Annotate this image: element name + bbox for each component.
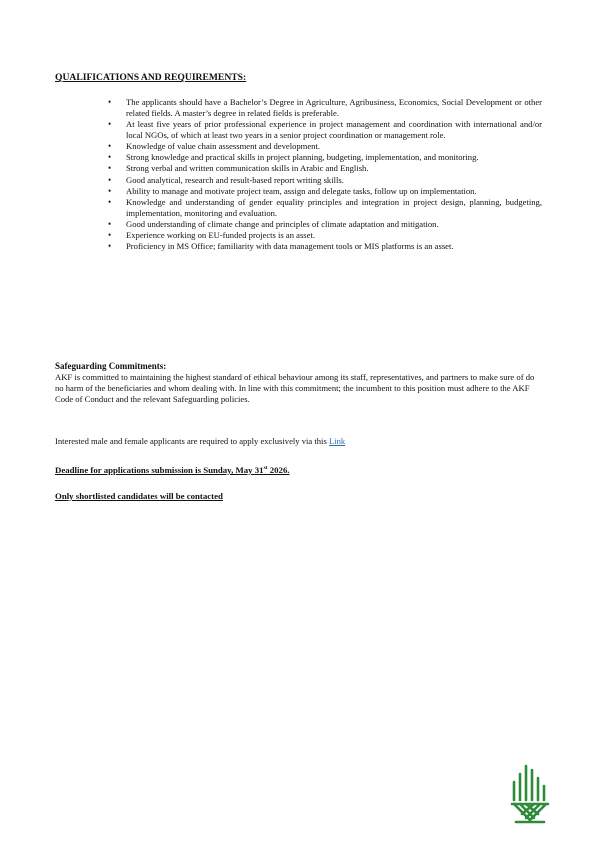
akf-logo-icon <box>508 760 552 828</box>
list-item: • The applicants should have a Bachelor’s Degree in Agriculture, Agribusiness, Economics, Social Development or other related fields. A master’s degree in related fields is preferable. <box>108 97 542 119</box>
deadline-prefix: Deadline for applications submission is Sunday, May 31 <box>55 465 264 475</box>
list-item: • Good understanding of climate change and principles of climate adaptation and mitigation. <box>108 219 542 230</box>
list-item: • Ability to manage and motivate project team, assign and delegate tasks, follow up on implementation. <box>108 186 542 197</box>
list-item: • Experience working on EU-funded projects is an asset. <box>108 230 542 241</box>
list-item: • Knowledge and understanding of gender equality principles and integration in project design, planning, budgeting, implementation, monitoring and evaluation. <box>108 197 542 219</box>
list-item: • Good analytical, research and result-based report writing skills. <box>108 175 542 186</box>
apply-text: Interested male and female applicants are required to apply exclusively via this <box>55 436 329 446</box>
apply-link[interactable]: Link <box>328 436 346 446</box>
shortlist-notice: Only shortlisted candidates will be contacted <box>55 491 223 501</box>
deadline-ordinal: st <box>263 465 268 472</box>
list-item: • Proficiency in MS Office; familiarity with data management tools or MIS platforms is an asset. <box>108 241 542 252</box>
list-item: • Strong knowledge and practical skills in project planning, budgeting, implementation, and monitoring. <box>108 152 542 163</box>
safeguarding-title: Safeguarding Commitments: <box>55 361 167 371</box>
deadline-text <box>55 465 290 475</box>
qualifications-heading: QUALIFICATIONS AND REQUIREMENTS: <box>55 72 247 83</box>
list-item: • At least five years of prior professional experience in project management and coordination with international and/or local NGOs, of which at least two years in a senior project coordination or management role. <box>108 119 542 141</box>
safeguarding-body: AKF is committed to maintaining the highest standard of ethical behaviour among its staff, representatives, and partners to make sure of do no harm of the beneficiaries and whom dealing with. In line with this commitment; the incumbent to this position must adhere to the AKF Code of Conduct and the relevant Safeguarding policies. <box>55 372 535 404</box>
deadline-year: 2026. <box>267 465 290 475</box>
list-item: • Knowledge of value chain assessment and development. <box>108 141 542 152</box>
safeguarding-section <box>55 361 545 405</box>
apply-paragraph <box>55 436 345 446</box>
list-item: • Strong verbal and written communication skills in Arabic and English. <box>108 163 542 174</box>
requirements-list <box>108 97 542 252</box>
